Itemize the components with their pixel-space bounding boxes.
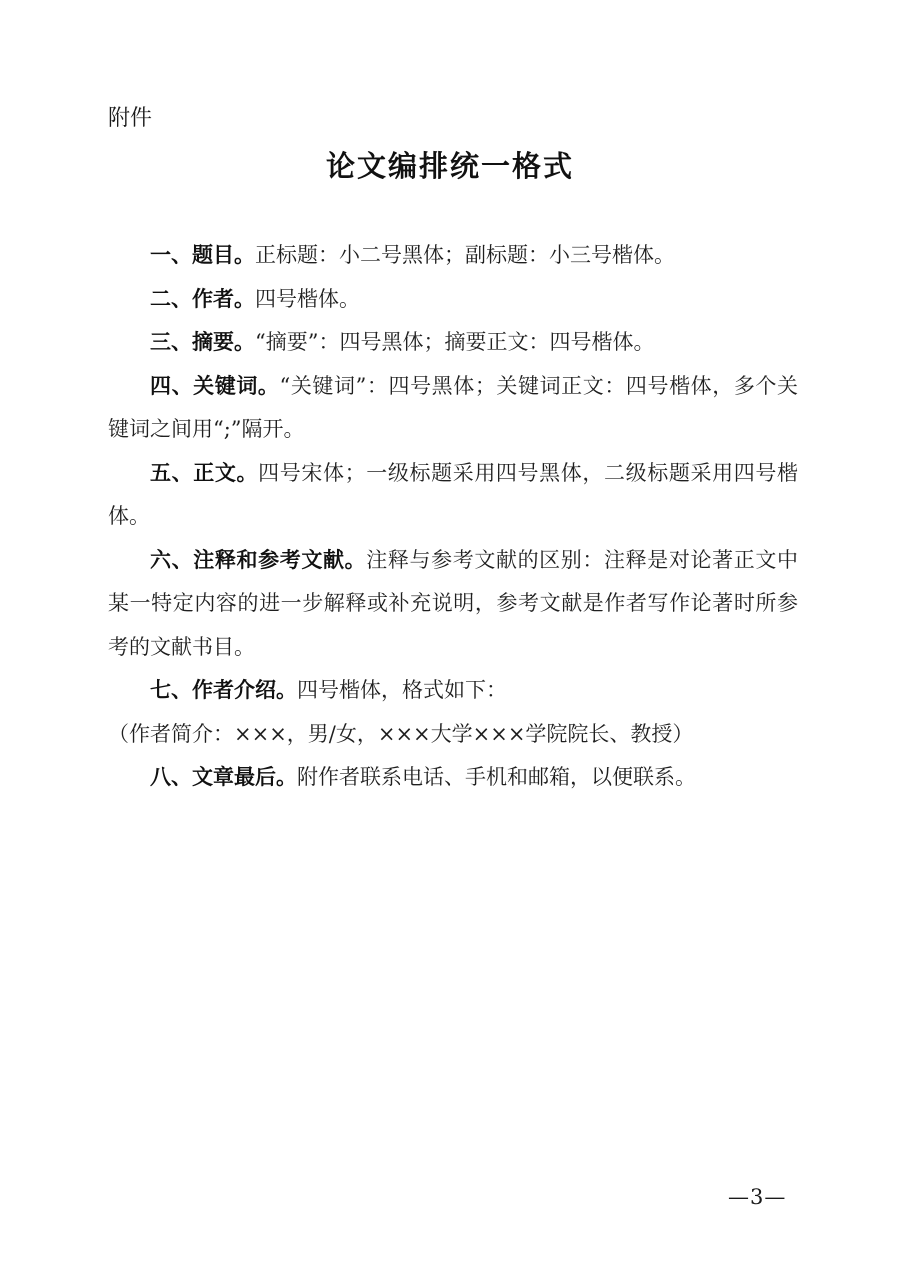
section-text: 正标题：小二号黑体；副标题：小三号楷体。 [255,243,675,267]
section-text: （作者简介：×××，男/女，×××大学×××学院院长、教授） [108,721,694,746]
page-number: —3— [728,1185,787,1209]
section-title-format [108,234,798,278]
page-title: 论文编排统一格式 [325,149,574,183]
section-notes-references [108,539,798,670]
section-abstract-format [108,321,798,365]
section-author-intro [108,669,798,713]
section-body-format [108,452,798,539]
section-text: 注释与参考文献的区别：注释是对论著正文中某一特定内容的进一步解释或补充说明，参考文献是作者写作论著时所参考的文献书目。 [108,547,799,659]
section-heading: 七、作者介绍。 [150,678,297,702]
attachment-label: 附件 [108,106,153,131]
section-heading: 六、注释和参考文献。 [150,547,367,572]
document-body [108,234,798,800]
section-article-end [108,756,798,800]
section-heading: 四、关键词。 [150,373,280,398]
section-text: “关键词”：四号黑体；关键词正文：四号楷体，多个关键词之间用“;”隔开。 [108,373,798,441]
section-heading: 二、作者。 [150,286,255,311]
section-keywords-format [108,365,798,452]
section-author-format [108,278,798,322]
section-text: 四号宋体；一级标题采用四号黑体，二级标题采用四号楷体。 [108,460,799,528]
section-text: 四号楷体。 [255,286,360,311]
section-heading: 五、正文。 [150,460,259,485]
section-text: 四号楷体，格式如下： [297,678,507,702]
section-heading: 八、文章最后。 [150,765,297,789]
section-heading: 三、摘要。 [150,330,255,354]
section-heading: 一、题目。 [150,243,255,267]
section-text: 附作者联系电话、手机和邮箱，以便联系。 [297,765,696,789]
section-text: “摘要”：四号黑体；摘要正文：四号楷体。 [255,330,655,354]
author-bio-example [108,713,798,757]
